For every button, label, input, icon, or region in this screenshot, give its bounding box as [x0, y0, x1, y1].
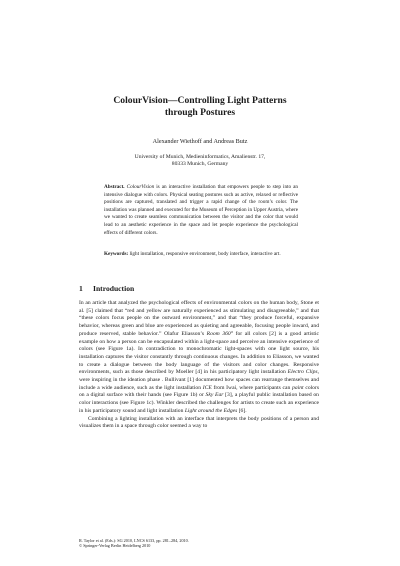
affiliation — [60, 154, 340, 169]
footer-citation — [79, 538, 319, 549]
text-run: for all colors [2] is a good artistic example on how a person can be encapsulated within a light-space and perceive an intensive experience of colors (see Figure 1a). In contradiction to monochromatic light-spaces with one light source, his installation captures the visitor constantly through continuous changes. In addition to Eliasson, we wanted to create a dialogue between the body language of the visitors and color changes. Responsive environments, such as those described by Moeller [4] in his participatory light installation — [79, 330, 320, 376]
affiliation-line-1: University of Munich, Medieninformatics, Amalienstr. 17, — [134, 154, 266, 160]
italic-run: Sky Ear — [205, 392, 224, 399]
body-text — [79, 300, 319, 431]
abstract-project-name: ColourVision — [126, 184, 155, 190]
abstract-text: is an interactive installation that empowers people to step into an intensive dialogue with colors. Physical seating postures such as active, relaxed or reflective positions are captured, translated and trigger a rapid change of the room’s color. The installation was planned and executed for the Museum of Perception in Upper Austria, where we wanted to create seamless communication between the visitor and the color that would lead to an aesthetic experience in the space and let people experience the psychological effects of different colors. — [104, 184, 299, 236]
keywords-text: light installation, responsive environment, body interface, interactive art. — [128, 251, 281, 257]
text-run: In an article that analyzed the psychological effects of environmental colors on the human body, Stone et al. [5] claimed that “red and yellow are naturally experienced as stimulating and disagreeable,” and that “these colors focus people on the outward environment,” and that “they produce forceful, expansive behavior, whereas green and blue are experienced as quieting and agreeable, focusing people inward, and produce reserved, stable behavior.” Olafur Eliasson’s — [79, 300, 319, 337]
author-list: Alexander Wiethoff and Andreas Butz — [152, 138, 248, 145]
text-run: [6]. — [237, 407, 247, 414]
italic-run: Light around the Edges — [184, 407, 238, 414]
footer-line-2: © Springer-Verlag Berlin Heidelberg 2010 — [79, 543, 151, 549]
footer-line-1: R. Taylor et al. (Eds.): SG 2010, LNCS 6133, pp. 281–284, 2010. — [79, 538, 189, 543]
section-number: 1 — [79, 284, 83, 293]
text-run: , were inspiring in the ideation phase . Bullivant [1] documented how spaces can rearrange themselves and include a wide audience, such as the light installation — [79, 369, 319, 391]
paragraph-1 — [79, 300, 319, 416]
italic-run: paint — [292, 384, 304, 391]
text-run: [3], a playful public installation based on color interactions (see Figure 1c). Winkler described the challenges for artists to create such an experience in his participatory sound and light installation — [79, 392, 319, 414]
keywords — [104, 251, 298, 259]
paragraph-2: Combining a lighting installation with an interface that interprets the body positions of a person and visualizes them in a space through color seemed a way to — [79, 415, 319, 430]
italic-run: Electro Clips — [287, 369, 318, 376]
abstract-label: Abstract. — [104, 184, 125, 190]
section-heading — [79, 284, 134, 294]
text-run: from Iwai, where participants can — [211, 384, 293, 391]
title-line-2: through Postures — [164, 107, 236, 118]
paper-title — [60, 95, 340, 119]
keywords-label: Keywords: — [104, 251, 129, 257]
affiliation-line-2: 80333 Munich, Germany — [171, 161, 229, 168]
text-run: colors on a digital surface with their hands (see Figure 1b) or — [79, 384, 320, 399]
abstract — [104, 184, 298, 237]
italic-run: ICE — [202, 384, 212, 391]
italic-run: Room 360° — [206, 330, 233, 337]
title-line-1: ColourVision—Controlling Light Patterns — [113, 95, 287, 106]
section-title: Introduction — [93, 284, 135, 293]
